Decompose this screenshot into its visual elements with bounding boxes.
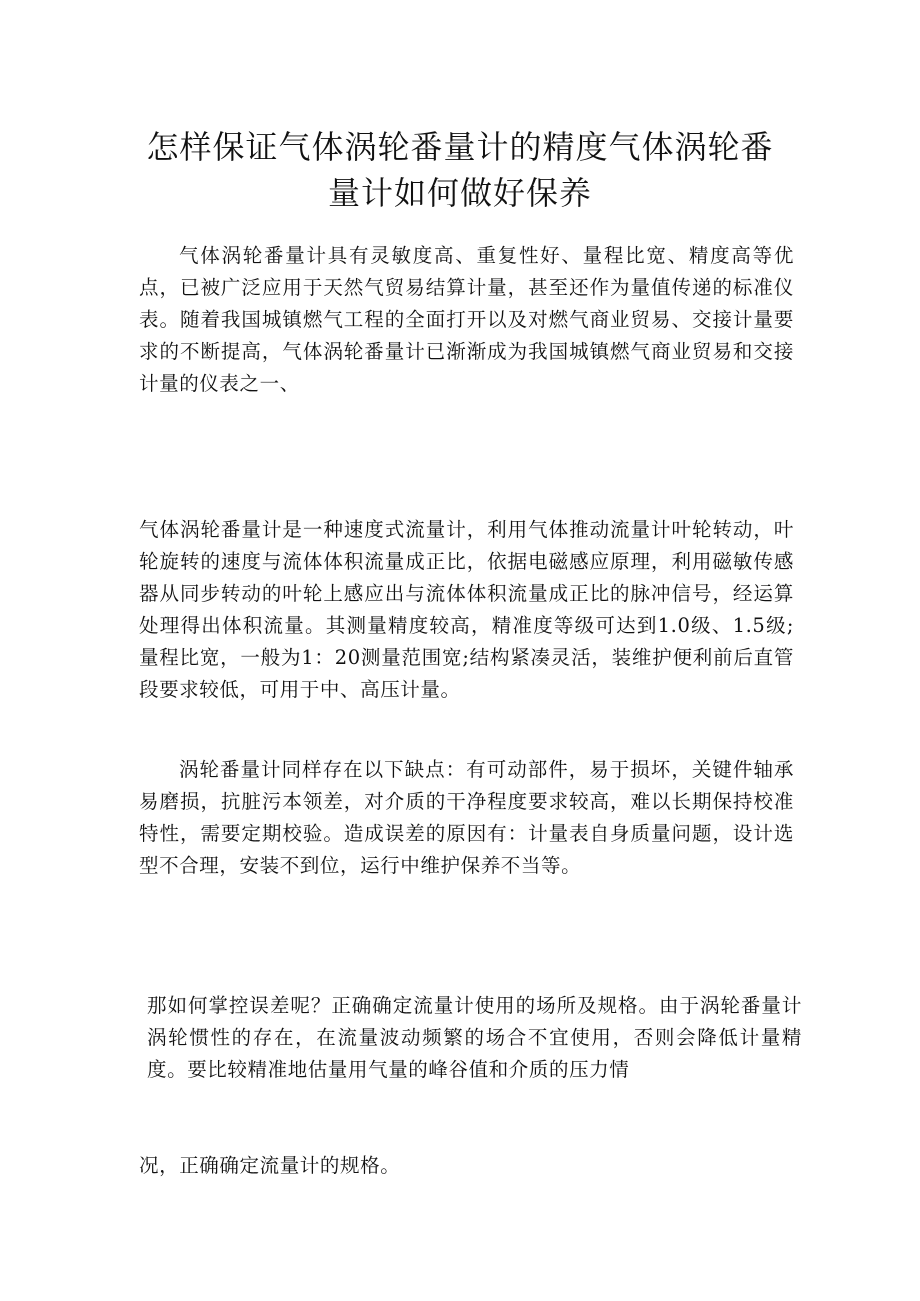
paragraph-intro: 气体涡轮番量计具有灵敏度高、重复性好、量程比宽、精度高等优点，已被广泛应用于天然气贸易结算计量，甚至还作为量值传递的标准仪表。随着我国城镇燃气工程的全面打开以及对燃气商业贸易、交接计量要求的不断提高，气体涡轮番量计已渐渐成为我国城镇燃气商业贸易和交接计量的仪表之一、: [139, 244, 794, 395]
document-title: [140, 124, 780, 216]
paragraph-error-control: 那如何掌控误差呢？正确确定流量计使用的场所及规格。由于涡轮番量计涡轮惯性的存在，在流量波动频繁的场合不宜使用，否则会降低计量精度。要比较精准地估量用气量的峰谷值和介质的压力情: [147, 994, 802, 1081]
paragraph-continuation: 况，正确确定流量计的规格。: [139, 1154, 401, 1177]
title-line-2: 量计如何做好保养: [327, 174, 592, 212]
paragraph-principle: 气体涡轮番量计是一种速度式流量计，利用气体推动流量计叶轮转动，叶轮旋转的速度与流体体积流量成正比，依据电磁感应原理，利用磁敏传感器从同步转动的叶轮上感应出与流体体积流量成正比的脉冲信号，经运算处理得出体积流量。其测量精度较高，精准度等级可达到1.0级、1.5级;量程比宽，一般为1：20测量范围宽;结构紧凑灵活，装维护便利前后直管段要求较低，可用于中、高压计量。: [139, 518, 794, 701]
title-line-1: 怎样保证气体涡轮番量计的精度气体涡轮番: [146, 128, 774, 166]
paragraph-drawbacks: 涡轮番量计同样存在以下缺点：有可动部件，易于损坏，关键件轴承易磨损，抗脏污本领差，对介质的干净程度要求较高，难以长期保持校准特性，需要定期校验。造成误差的原因有：计量表自身质量问题，设计选型不合理，安装不到位，运行中维护保养不当等。: [139, 758, 794, 877]
